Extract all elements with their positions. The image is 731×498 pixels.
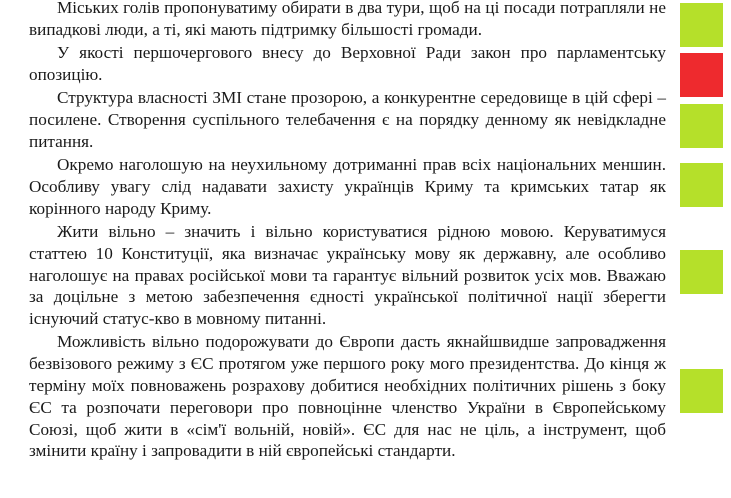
status-marker <box>680 53 723 97</box>
paragraph-language: Жити вільно – значить і вільно користуватися рідною мовою. Керуватимуся статтею 10 Конституції, яка визначає українську мову як державну, але особливо наголошує на правах російської мови та гарантує вільний розвиток усіх мов. Вважаю за доцільне з метою забезпечення єдності української політичної нації зберегти існуючий статус-кво в мовному питанні. <box>29 221 666 329</box>
paragraph-opposition: У якості першочергового внесу до Верховної Ради закон про парламентську опозицію. <box>29 43 666 84</box>
paragraph-media: Структура власності ЗМІ стане прозорою, а конкурентне середовище в цій сфері – посилене. Створення суспільного телебачення є на порядку денному як невідкладне питання. <box>29 88 666 151</box>
status-marker <box>680 3 723 47</box>
status-marker <box>680 369 723 413</box>
status-marker <box>680 163 723 207</box>
status-marker <box>680 104 723 148</box>
document-body <box>29 0 666 464</box>
paragraph-mayors: Міських голів пропонуватиму обирати в два тури, щоб на ці посади потрапляли не випадкові люди, а ті, які мають підтримку більшості громади. <box>29 0 666 39</box>
paragraph-europe: Можливість вільно подорожувати до Європи дасть якнайшвидше запровадження безвізового режиму з ЄС протягом уже першого року мого президентства. До кінця ж терміну моїх повноважень розрахову добитися необхідних політичних рішень з боку ЄС та розпочати переговори про повноцінне членство України в Європейському Союзі, щоб жити в «сім'ї вольній, новій». ЄС для нас не ціль, а інструмент, щоб змінити країну і запровадити в ній європейські стандарти. <box>29 332 666 461</box>
paragraph-minorities: Окремо наголошую на неухильному дотриманні прав всіх національних меншин. Особливу увагу слід надавати захисту українців Криму та кримських татар як корінного народу Криму. <box>29 155 666 218</box>
status-marker <box>680 250 723 294</box>
